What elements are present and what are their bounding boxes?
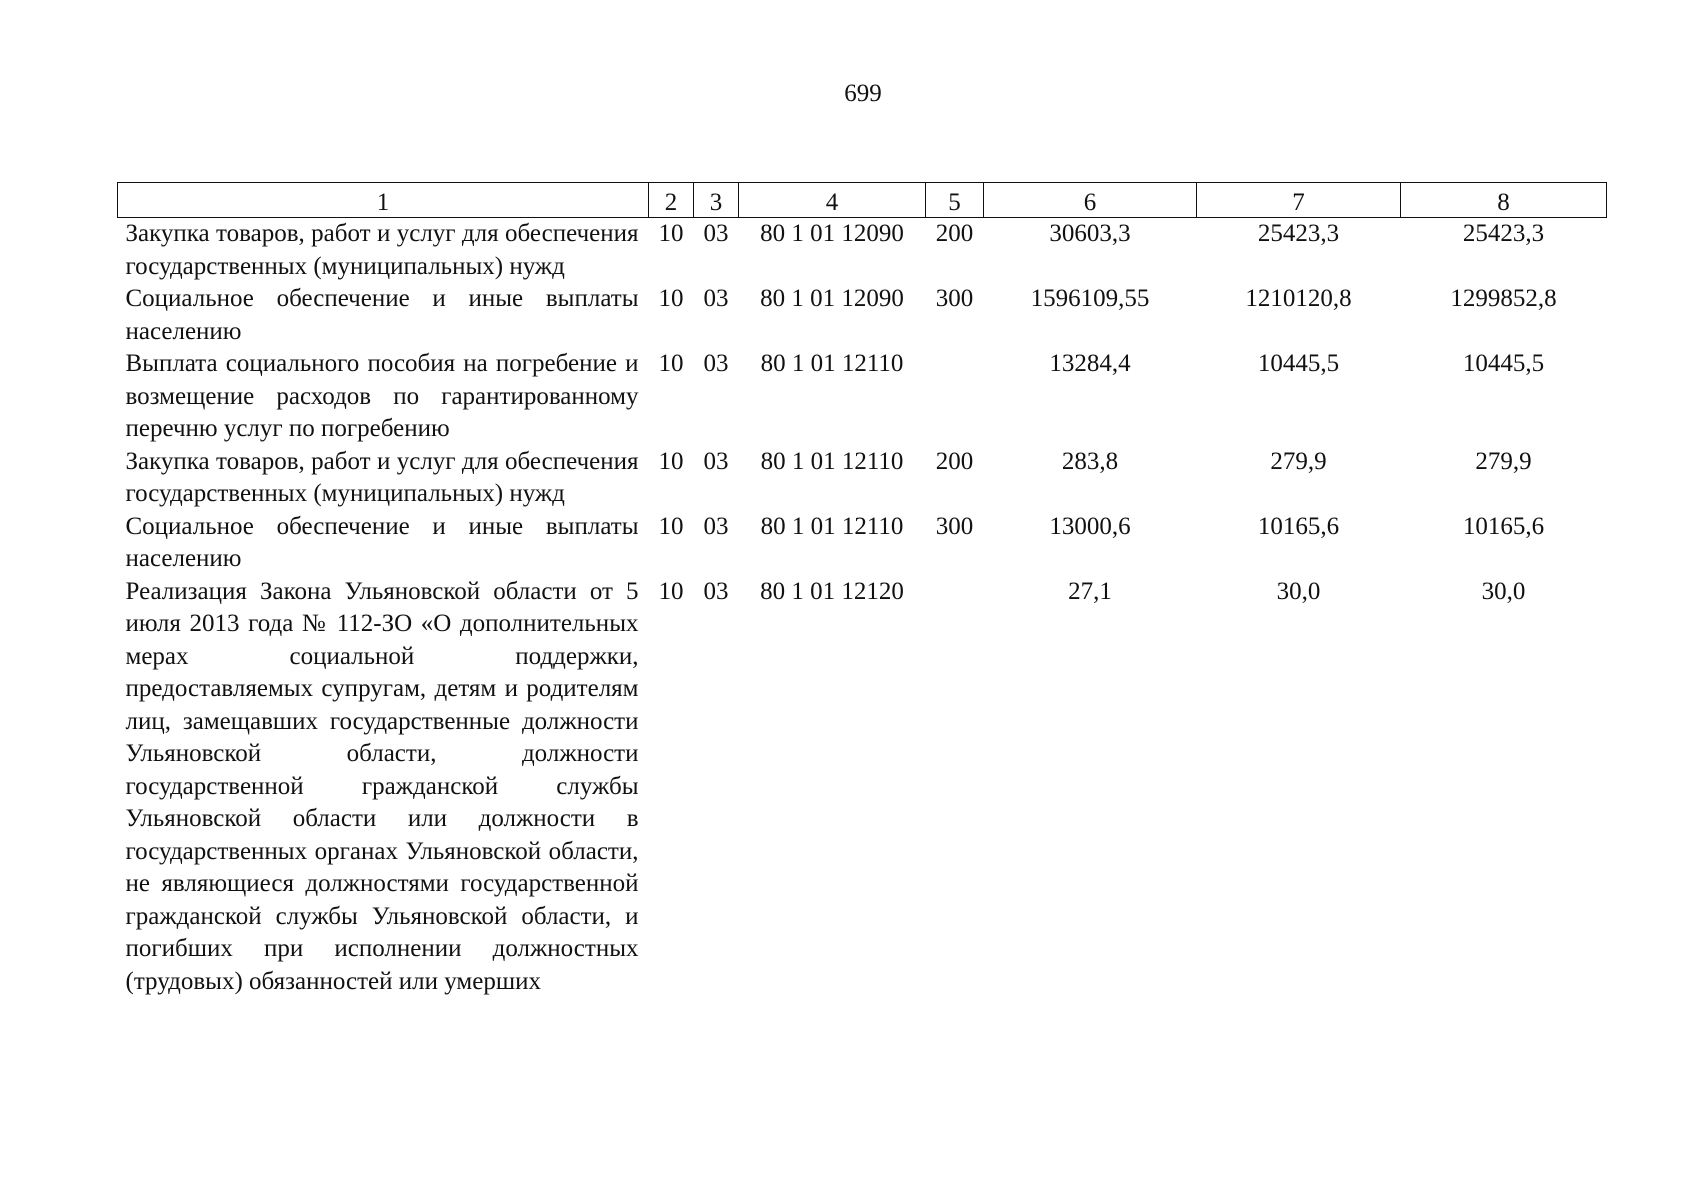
table-row	[118, 511, 1607, 576]
row-section: 10	[658, 577, 684, 605]
row-target-code: 80 1 01 12090	[760, 285, 904, 312]
table-row	[118, 576, 1607, 999]
row-amount-col6: 13000,6	[1049, 512, 1131, 540]
row-amount-col8: 279,9	[1475, 447, 1532, 475]
row-description: Закупка товаров, работ и услуг для обеспечения государственных (муниципальных) нужд	[125, 447, 639, 507]
column-header-3: 3	[694, 183, 739, 218]
row-amount-col8: 30,0	[1481, 577, 1526, 605]
row-amount-col6: 1596109,55	[1030, 285, 1150, 312]
row-expense-type: 200	[935, 220, 974, 247]
row-subsection: 03	[703, 220, 729, 247]
row-amount-col6: 27,1	[1068, 577, 1112, 605]
row-amount-col7: 279,9	[1270, 447, 1327, 475]
row-section: 10	[658, 220, 684, 247]
row-target-code: 80 1 01 12110	[760, 447, 904, 475]
row-expense-type: 300	[935, 285, 974, 312]
column-header-1: 1	[118, 183, 649, 218]
page-number: 699	[844, 80, 882, 107]
row-expense-type: 200	[935, 447, 974, 475]
row-subsection: 03	[703, 512, 729, 540]
row-section: 10	[658, 285, 684, 312]
column-header-2: 2	[649, 183, 694, 218]
row-description: Социальное обеспечение и иные выплаты населению	[125, 285, 639, 345]
row-section: 10	[658, 512, 684, 540]
header-row	[118, 183, 1607, 218]
budget-table	[117, 182, 1607, 998]
row-amount-col8: 10165,6	[1462, 512, 1545, 540]
row-subsection: 03	[703, 577, 729, 605]
row-amount-col7: 30,0	[1276, 577, 1321, 605]
row-amount-col6: 283,8	[1061, 447, 1119, 475]
row-description: Закупка товаров, работ и услуг для обеспечения государственных (муниципальных) нужд	[125, 220, 639, 280]
row-expense-type	[926, 576, 984, 999]
table-row	[118, 446, 1607, 511]
row-description: Реализация Закона Ульяновской области от 5 июля 2013 года № 112-ЗО «О дополнительных мерах социальной поддержки, предоставляемых супругам, детям и родителям лиц, замещавших государственные должности Ульяновской области, должности государственной гражданской службы Ульяновской области или должности в государственных органах Ульяновской области, не являющиеся должностями государственной гражданской службы Ульяновской области, и погибших при исполнении должностных (трудовых) обязанностей или умерших	[125, 577, 639, 995]
column-header-5: 5	[926, 183, 984, 218]
table-row	[118, 348, 1607, 446]
row-amount-col7: 1210120,8	[1245, 285, 1352, 312]
row-amount-col7: 10445,5	[1257, 350, 1340, 377]
row-description: Социальное обеспечение и иные выплаты населению	[125, 512, 639, 572]
column-header-4: 4	[739, 183, 926, 218]
column-header-7: 7	[1197, 183, 1401, 218]
row-subsection: 03	[703, 285, 729, 312]
row-amount-col7: 10165,6	[1257, 512, 1340, 540]
row-amount-col7: 25423,3	[1257, 220, 1340, 247]
row-target-code: 80 1 01 12120	[760, 577, 904, 605]
row-expense-type: 300	[935, 512, 974, 540]
row-amount-col6: 13284,4	[1049, 350, 1131, 377]
row-amount-col6: 30603,3	[1049, 220, 1131, 247]
row-section: 10	[658, 350, 684, 377]
row-target-code: 80 1 01 12110	[760, 512, 904, 540]
table-row	[118, 218, 1607, 284]
row-subsection: 03	[703, 447, 729, 475]
table-row	[118, 283, 1607, 348]
row-target-code: 80 1 01 12090	[760, 220, 904, 247]
row-expense-type	[926, 348, 984, 446]
row-target-code: 80 1 01 12110	[760, 350, 904, 377]
row-amount-col8: 10445,5	[1462, 350, 1545, 377]
column-header-8: 8	[1401, 183, 1607, 218]
row-amount-col8: 1299852,8	[1450, 285, 1557, 312]
column-header-6: 6	[984, 183, 1197, 218]
row-subsection: 03	[703, 350, 729, 377]
row-description: Выплата социального пособия на погребение и возмещение расходов по гарантированному перечню услуг по погребению	[125, 350, 639, 442]
row-amount-col8: 25423,3	[1462, 220, 1545, 247]
row-section: 10	[658, 447, 684, 475]
